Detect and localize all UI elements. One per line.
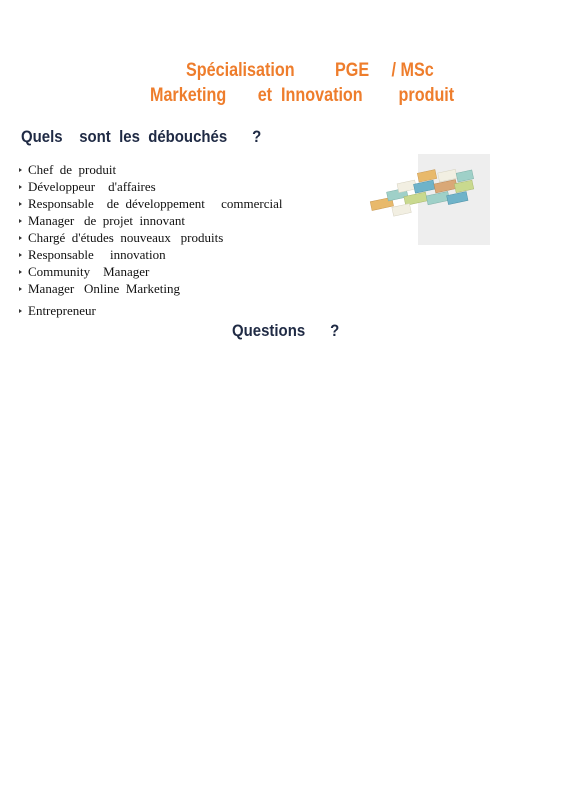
bullet-icon xyxy=(19,168,22,172)
list-item-label: Responsable innovation xyxy=(28,247,166,262)
bullet-icon xyxy=(19,202,22,206)
section-heading: Quels sont les débouchés ? xyxy=(21,127,262,146)
job-list xyxy=(19,161,283,319)
wooden-blocks-image xyxy=(360,160,492,230)
bullet-icon xyxy=(19,219,22,223)
bullet-icon xyxy=(19,270,22,274)
list-item xyxy=(19,161,283,178)
bullet-icon xyxy=(19,253,22,257)
list-item xyxy=(19,195,283,212)
list-item-label: Développeur d'affaires xyxy=(28,179,156,194)
list-item xyxy=(19,212,283,229)
list-item-label: Chargé d'études nouveaux produits xyxy=(28,230,224,245)
questions-heading: Questions ? xyxy=(232,321,340,340)
title-line-1: Spécialisation PGE / MSc xyxy=(186,60,434,81)
title-line-2: Marketing et Innovation produit xyxy=(150,85,455,106)
list-item xyxy=(19,280,283,297)
bullet-icon xyxy=(19,185,22,189)
list-item-label: Responsable de développement commercial xyxy=(28,196,283,211)
list-item-label: Manager Online Marketing xyxy=(28,281,180,296)
list-item-label: Manager de projet innovant xyxy=(28,213,186,228)
list-item xyxy=(19,178,283,195)
list-item-label: Entrepreneur xyxy=(28,303,96,318)
list-item xyxy=(19,263,283,280)
bullet-icon xyxy=(19,236,22,240)
bullet-icon xyxy=(19,309,22,313)
bullet-icon xyxy=(19,287,22,291)
list-item-label: Chef de produit xyxy=(28,162,117,177)
list-item-label: Community Manager xyxy=(28,264,150,279)
list-item xyxy=(19,246,283,263)
list-item xyxy=(19,302,283,319)
list-item xyxy=(19,229,283,246)
